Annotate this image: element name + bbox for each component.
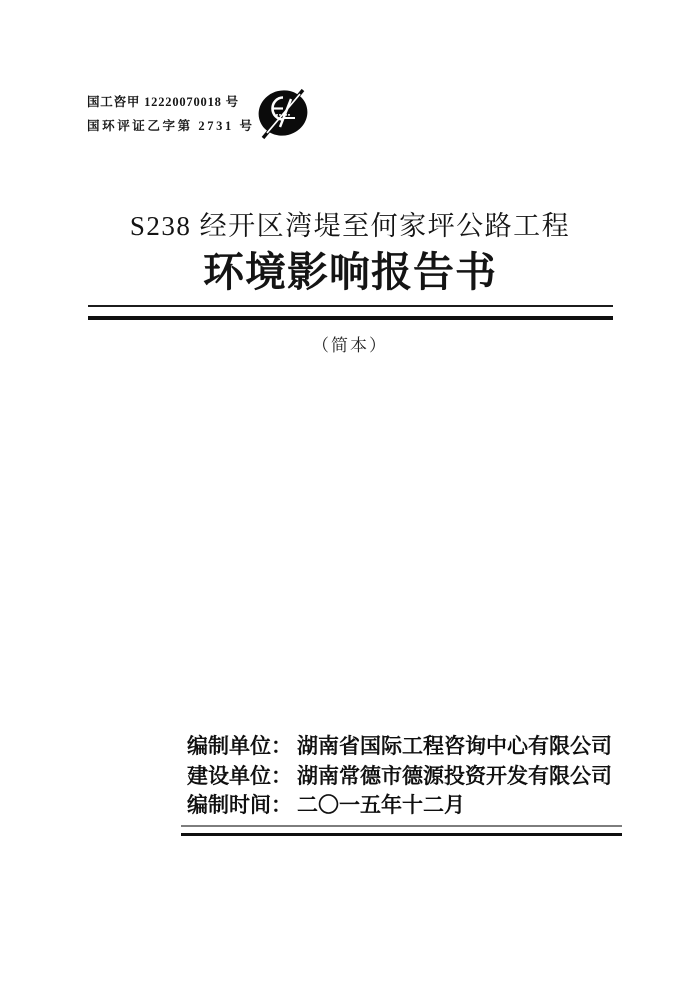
date-label: 编制时间： [187,794,292,817]
date-value: 二〇一五年十二月 [297,794,465,817]
certificate-numbers [87,90,255,138]
footer-rule-thick [181,833,622,836]
certificate-line-1: 国工咨甲 12220070018 号 [87,95,239,109]
footer-rule-thin [181,825,622,827]
builder-label: 建设单位： [187,764,292,788]
footer-row-compiler [187,730,612,760]
report-title: 环境影响报告书 [203,249,497,295]
footer-info-block [187,730,612,819]
project-title: S238 经开区湾堤至何家坪公路工程 [129,211,571,241]
subtitle-brief-edition: （简本） [312,336,388,355]
builder-value: 湖南常德市德源投资开发有限公司 [297,764,612,788]
compiler-value: 湖南省国际工程咨询中心有限公司 [297,735,612,758]
ea-emblem-icon [256,88,310,140]
certificate-line-2: 国环评证乙字第 2731 号 [87,119,255,133]
footer-row-builder [187,760,612,790]
title-rule-thick [88,316,613,320]
footer-row-date [187,789,612,819]
title-rule-thin [88,305,613,307]
title-block [0,207,700,297]
compiler-label: 编制单位： [187,735,292,758]
